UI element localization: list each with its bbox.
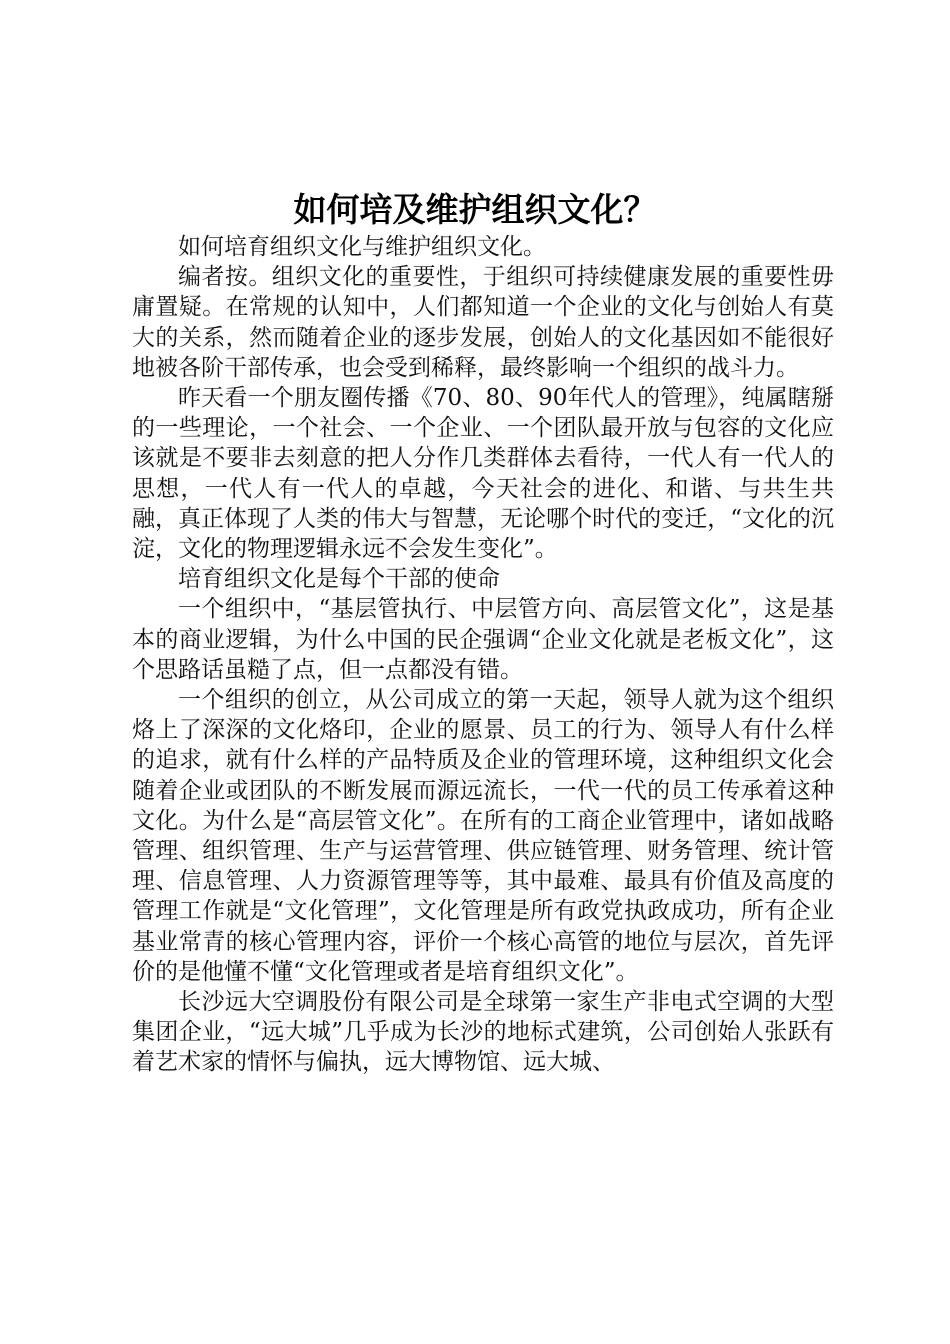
document-title: 如何培及维护组织文化？ (293, 190, 657, 229)
section-heading: 培育组织文化是每个干部的使命 (178, 566, 500, 593)
paragraph: 昨天看一个朋友圈传播《70、80、90年代人的管理》，纯属瞎掰的一些理论，一个社会、一个企业、一个团队最开放与包容的文化应该就是不要非去刻意的把人分作几类群体去看待，一代人有一代人的思想，一代人有一代人的卓越，今天社会的进化、和谐、与共生共融，真正体现了人类的伟大与智慧，无论哪个时代的变迁，“文化的沉淀，文化的物理逻辑永远不会发生变化”。 (132, 385, 834, 563)
paragraph: 如何培育组织文化与维护组织文化。 (178, 234, 546, 260)
paragraph: 一个组织中，“基层管执行、中层管方向、高层管文化”，这是基本的商业逻辑，为什么中国的民企强调“企业文化就是老板文化”，这个思路话虽糙了点，但一点都没有错。 (132, 596, 834, 683)
paragraph: 长沙远大空调股份有限公司是全球第一家生产非电式空调的大型集团企业，“远大城”几乎成为长沙的地标式建筑，公司创始人张跃有着艺术家的情怀与偏执，远大博物馆、远大城、 (132, 989, 834, 1076)
paragraph: 一个组织的创立，从公司成立的第一天起，领导人就为这个组织烙上了深深的文化烙印，企业的愿景、员工的行为、领导人有什么样的追求，就有什么样的产品特质及企业的管理环境，这种组织文化会随着企业或团队的不断发展而源远流长，一代一代的员工传承着这种文化。为什么是“高层管文化”。在所有的工商企业管理中，诸如战略管理、组织管理、生产与运营管理、供应链管理、财务管理、统计管理、信息管理、人力资源管理等等，其中最难、最具有价值及高度的管理工作就是“文化管理”，文化管理是所有政党执政成功，所有企业基业常青的核心管理内容，评价一个核心高管的地位与层次，首先评价的是他懂不懂“文化管理或者是培育组织文化”。 (132, 687, 834, 985)
document-body (132, 232, 834, 1078)
paragraph: 编者按。组织文化的重要性，于组织可持续健康发展的重要性毋庸置疑。在常规的认知中，人们都知道一个企业的文化与创始人有莫大的关系，然而随着企业的逐步发展，创始人的文化基因如不能很好地被各阶干部传承，也会受到稀释，最终影响一个组织的战斗力。 (132, 264, 834, 381)
